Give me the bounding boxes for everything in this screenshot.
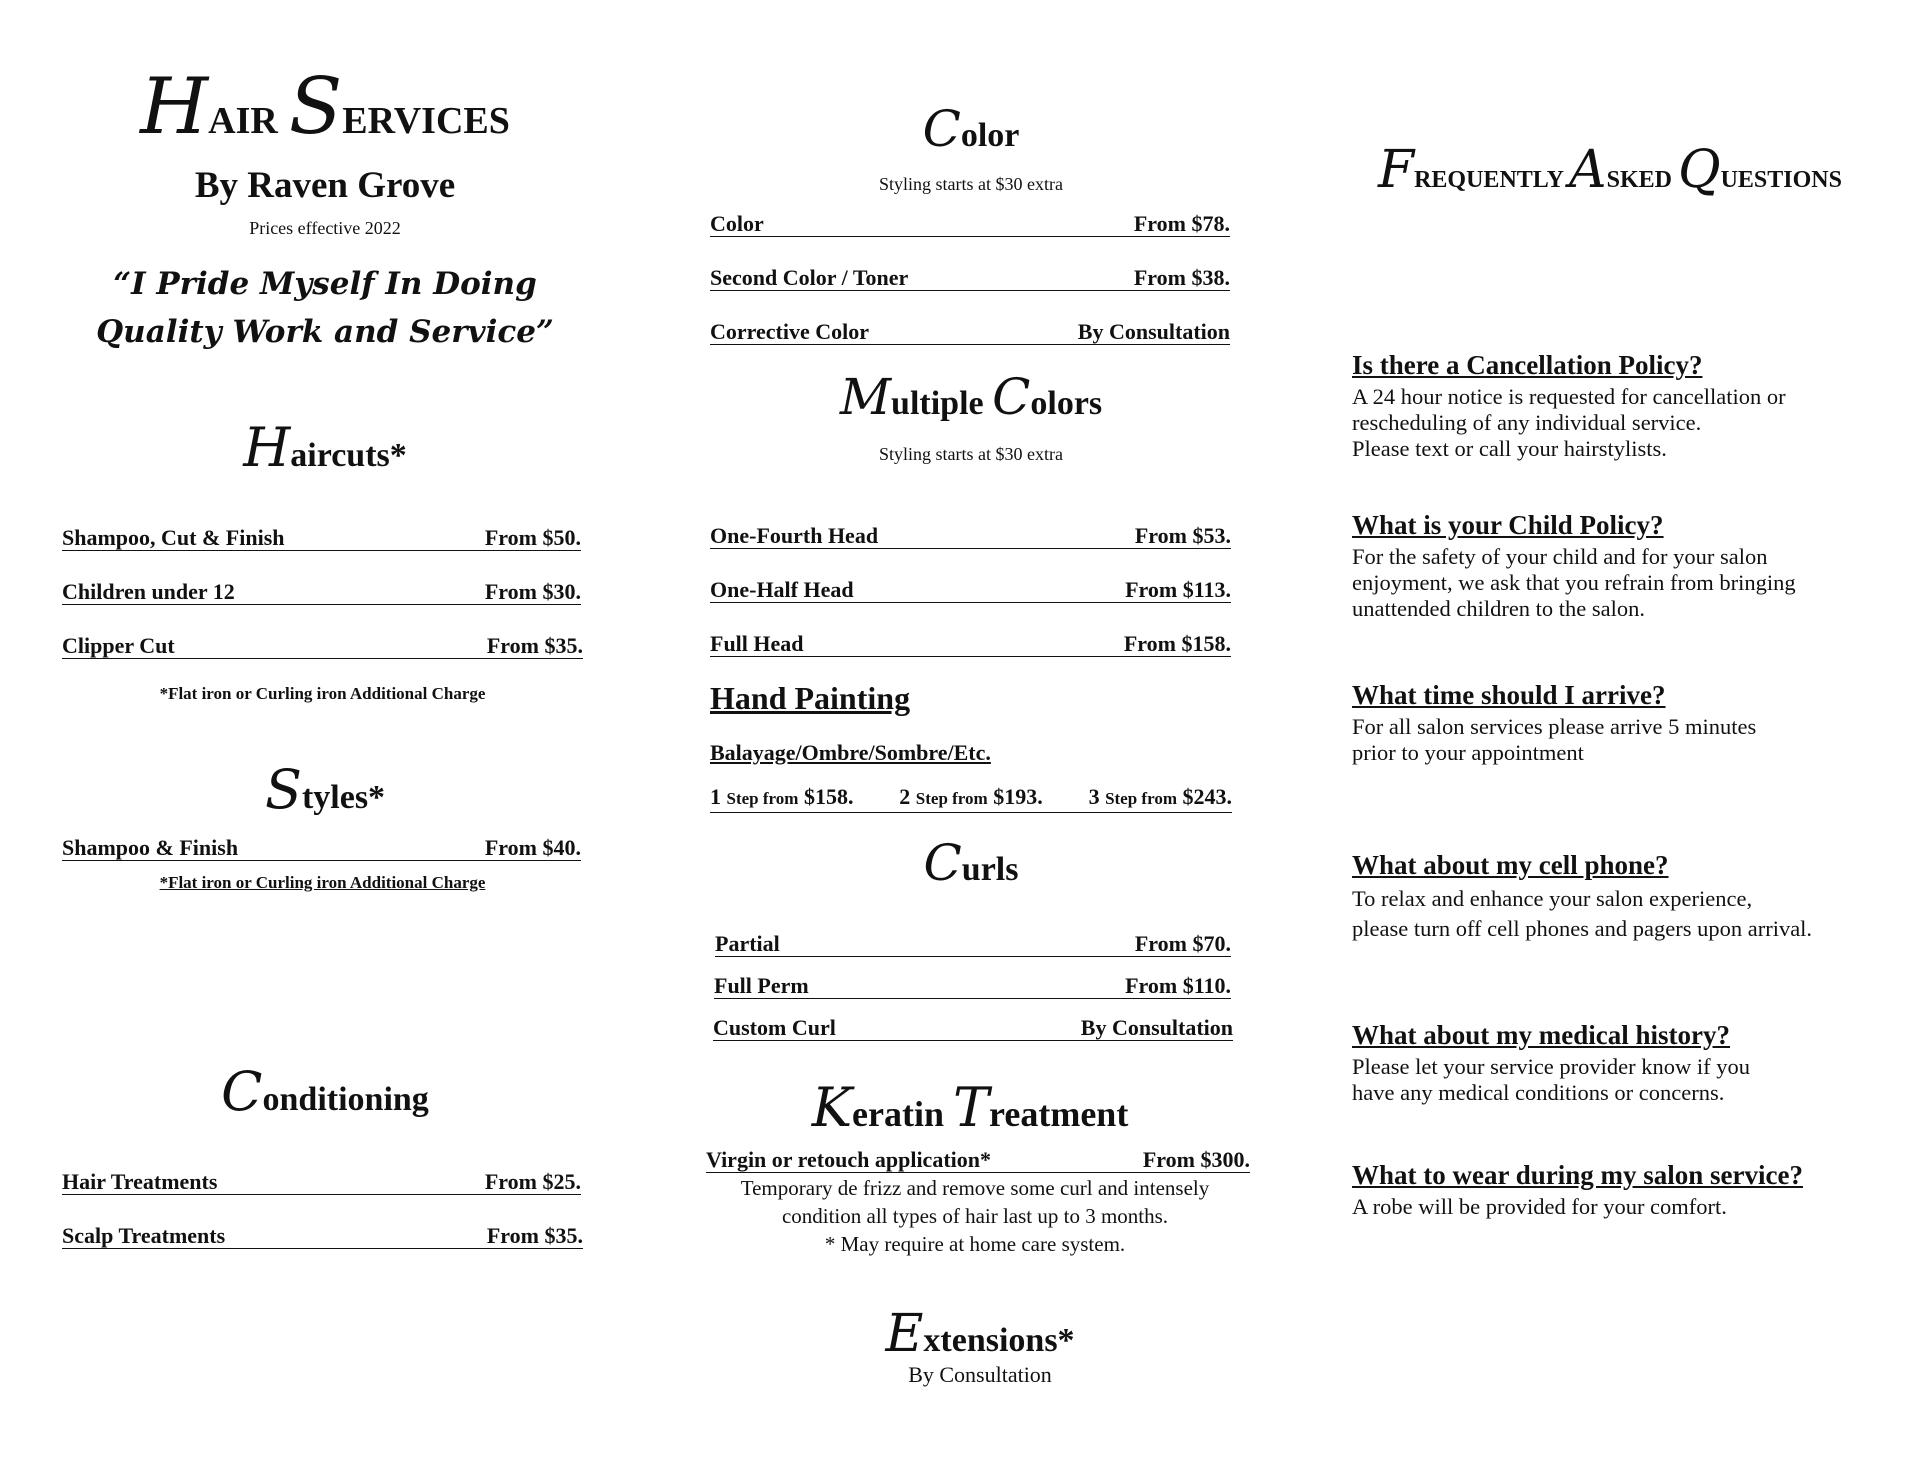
page-title [60, 62, 590, 152]
curls-initial: C [923, 834, 962, 892]
faq-answer: To relax and enhance your salon experience, please turn off cell phones and pagers upon arrival. [1352, 886, 1813, 941]
color-initial: C [922, 100, 961, 158]
keratin-initial: K [811, 1076, 853, 1139]
faq-question: Is there a Cancellation Policy? [1352, 350, 1703, 380]
service-row-shampoo-finish [62, 832, 581, 861]
faq-rest-2: SKED [1606, 167, 1672, 193]
step-price: $158. [803, 784, 854, 809]
service-label: Color [710, 211, 764, 236]
keratin-desc-1: Temporary de frizz and remove some curl and intensely [740, 1176, 1210, 1200]
service-label: Full Head [710, 631, 804, 656]
service-price: From $30. [484, 579, 581, 604]
service-label: Children under 12 [62, 579, 235, 604]
faq-answer: Please let your service provider know if you have any medical conditions or concerns. [1352, 1054, 1751, 1105]
extensions-rest: xtensions* [923, 1322, 1075, 1359]
service-row-full-perm [714, 970, 1231, 999]
colors-rest: olors [1030, 385, 1103, 422]
conditioning-initial: C [221, 1060, 263, 1123]
service-row-partial [715, 928, 1231, 957]
step-num: 3 [1088, 784, 1100, 809]
title-rest-2: ERVICES [342, 100, 510, 142]
treatment-initial: T [953, 1076, 990, 1139]
service-row-color [710, 208, 1230, 237]
service-label: Corrective Color [710, 319, 870, 344]
faq-question: What to wear during my salon service? [1352, 1160, 1803, 1190]
step-num: 2 [899, 784, 911, 809]
service-price: From $35. [486, 1223, 583, 1248]
service-row-keratin [706, 1144, 1250, 1173]
faq-answer: A robe will be provided for your comfort. [1352, 1194, 1727, 1219]
service-price: From $300. [1142, 1147, 1250, 1172]
service-label: Shampoo, Cut & Finish [62, 525, 285, 550]
service-label: One-Half Head [710, 577, 854, 602]
service-row-full-head [710, 628, 1231, 657]
step-label: Step from [1105, 789, 1177, 808]
faq-answer: For the safety of your child and for your salon enjoyment, we ask that you refrain from bringing unattended children to the salon. [1352, 544, 1796, 621]
step-price: $243. [1182, 784, 1232, 809]
service-price: From $25. [484, 1169, 581, 1194]
service-price: From $53. [1134, 523, 1231, 548]
styles-note: *Flat iron or Curling iron Additional Charge [159, 873, 486, 892]
faq-question: What is your Child Policy? [1352, 510, 1664, 540]
multiple-colors-subtitle: Styling starts at $30 extra [879, 444, 1063, 464]
service-price: From $38. [1133, 265, 1230, 290]
prices-effective: Prices effective 2022 [249, 218, 401, 238]
service-label: Hair Treatments [62, 1169, 218, 1194]
faq-answer: For all salon services please arrive 5 minutes prior to your appointment [1352, 714, 1757, 765]
keratin-heading [700, 1076, 1240, 1139]
haircuts-heading [60, 416, 590, 479]
treatment-rest: reatment [989, 1094, 1129, 1134]
service-row-shampoo-cut [62, 522, 581, 551]
haircuts-note: *Flat iron or Curling iron Additional Charge [159, 684, 486, 703]
curls-heading [710, 834, 1232, 892]
styles-rest: tyles* [301, 779, 386, 816]
service-price: By Consultation [1077, 319, 1230, 344]
step-1 [710, 784, 853, 812]
keratin-rest: eratin [852, 1094, 944, 1134]
quote-line-2: Quality Work and Service” [96, 314, 554, 350]
service-price: From $35. [486, 633, 583, 658]
haircuts-initial: H [243, 416, 291, 479]
service-row-second-color [710, 262, 1230, 291]
title-rest-1: AIR [208, 100, 278, 142]
service-label: Scalp Treatments [62, 1223, 226, 1248]
service-price: From $158. [1123, 631, 1231, 656]
faq-rest-3: UESTIONS [1720, 167, 1842, 193]
service-label: Full Perm [714, 973, 809, 998]
service-label: Partial [715, 931, 780, 956]
service-label: Shampoo & Finish [62, 835, 239, 860]
service-row-scalp-treatments [62, 1220, 583, 1249]
hand-painting-heading: Hand Painting [710, 680, 911, 716]
extensions-initial: E [885, 1304, 924, 1364]
service-price: From $113. [1125, 577, 1231, 602]
colors-initial: C [992, 368, 1031, 426]
step-2 [899, 784, 1042, 812]
color-subtitle: Styling starts at $30 extra [879, 174, 1063, 194]
conditioning-heading [60, 1060, 590, 1123]
service-row-custom-curl [713, 1012, 1233, 1041]
faq-rest-1: REQUENTLY [1414, 167, 1564, 193]
service-row-one-half [710, 574, 1231, 603]
service-price: By Consultation [1080, 1015, 1233, 1040]
color-rest: olor [960, 117, 1020, 154]
step-price: $193. [993, 784, 1043, 809]
service-row-corrective-color [710, 316, 1230, 345]
styles-heading [60, 758, 590, 821]
hand-painting-subtitle: Balayage/Ombre/Sombre/Etc. [710, 740, 991, 765]
curls-rest: urls [961, 851, 1019, 888]
faq-question: What about my medical history? [1352, 1020, 1730, 1050]
service-label: Custom Curl [713, 1015, 836, 1040]
service-row-one-fourth [710, 520, 1231, 549]
service-row-children [62, 576, 581, 605]
service-price: From $110. [1125, 973, 1231, 998]
conditioning-rest: onditioning [262, 1081, 429, 1118]
keratin-desc-2: condition all types of hair last up to 3 months. [781, 1204, 1169, 1228]
faq-answer: A 24 hour notice is requested for cancellation or rescheduling of any individual service. Please text or call your hairstylists. [1352, 384, 1786, 461]
service-price: From $70. [1134, 931, 1231, 956]
title-initial-h: H [140, 62, 209, 152]
service-label: Second Color / Toner [710, 265, 909, 290]
faq-initial-a: A [1569, 140, 1607, 200]
keratin-desc-3: * May require at home care system. [824, 1232, 1126, 1256]
service-price: From $50. [484, 525, 581, 550]
multiple-rest: ultiple [891, 385, 984, 422]
service-row-hair-treatments [62, 1166, 581, 1195]
extensions-heading [710, 1304, 1250, 1364]
faq-question: What about my cell phone? [1352, 850, 1669, 880]
styles-initial: S [264, 758, 302, 821]
title-initial-s: S [288, 62, 343, 152]
step-3 [1089, 784, 1232, 812]
multiple-colors-heading [710, 368, 1232, 426]
service-price: From $78. [1133, 211, 1230, 236]
hand-painting-steps [710, 784, 1232, 813]
service-label: One-Fourth Head [710, 523, 879, 548]
service-price: From $40. [484, 835, 581, 860]
haircuts-rest: aircuts* [290, 437, 407, 474]
step-label: Step from [726, 789, 799, 808]
faq-initial-f: F [1378, 140, 1415, 200]
faq-question: What time should I arrive? [1352, 680, 1666, 710]
quote-line-1: “I Pride Myself In Doing [113, 266, 537, 302]
faq-initial-q: Q [1677, 140, 1721, 200]
faq-title [1340, 140, 1880, 200]
step-label: Step from [915, 789, 988, 808]
byline: By Raven Grove [194, 165, 456, 206]
service-label: Virgin or retouch application* [706, 1147, 991, 1172]
multiple-initial: M [839, 368, 892, 426]
service-row-clipper [62, 630, 583, 659]
service-label: Clipper Cut [62, 633, 175, 658]
extensions-subtitle: By Consultation [908, 1362, 1052, 1387]
color-heading [710, 100, 1232, 158]
step-num: 1 [710, 784, 721, 809]
